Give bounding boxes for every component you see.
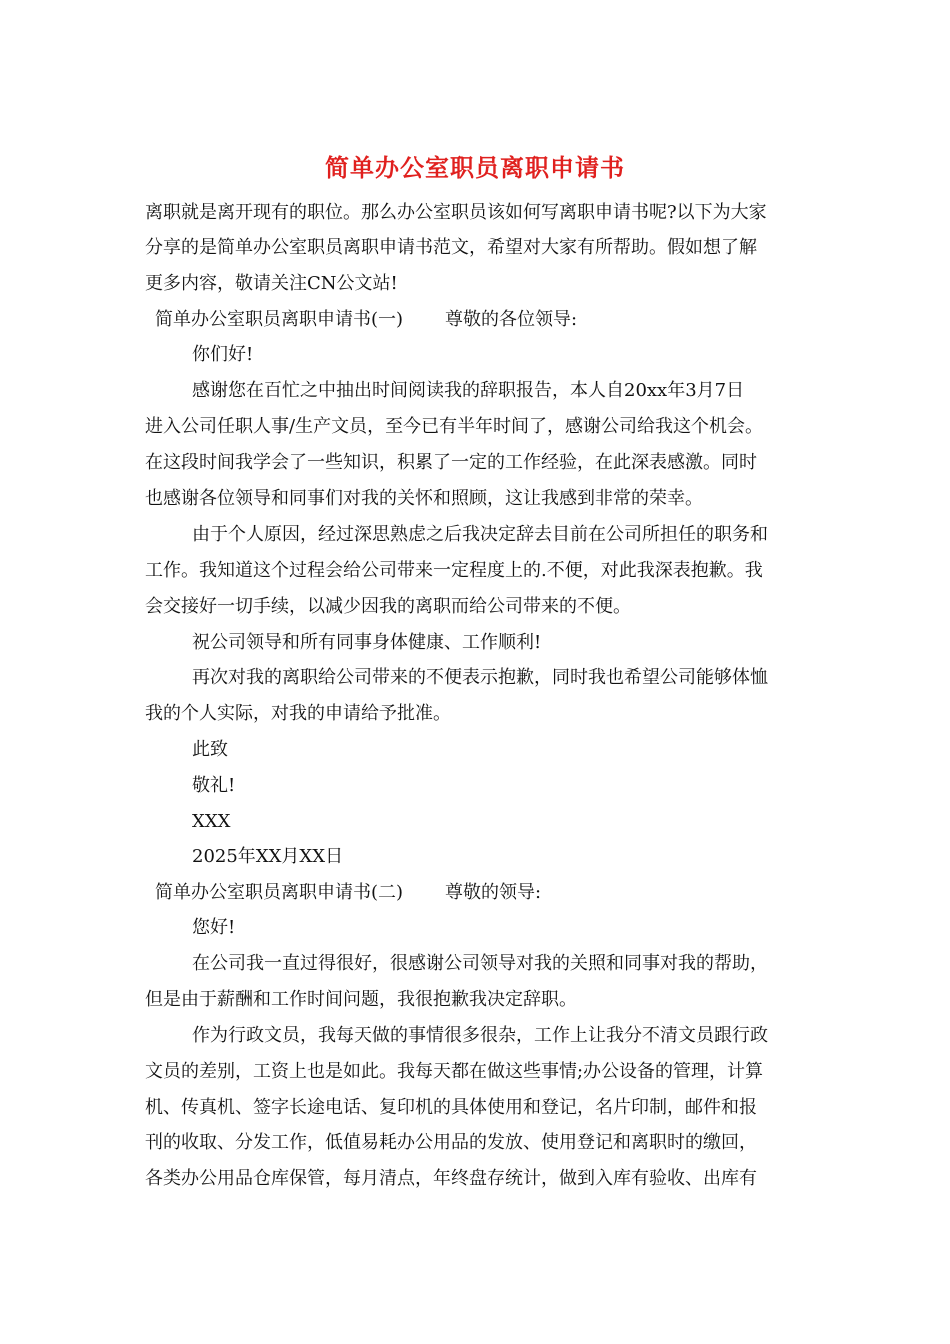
paragraph-line: 刊的收取、分发工作，低值易耗办公用品的发放、使用登记和离职时的缴回， <box>145 1132 757 1153</box>
greeting: 你们好! <box>192 344 254 365</box>
paragraph-line: 再次对我的离职给公司带来的不便表示抱歉，同时我也希望公司能够体恤 <box>192 667 768 688</box>
salutation: 尊敬的各位领导: <box>445 309 578 330</box>
paragraph-line: 进入公司任职人事/生产文员，至今已有半年时间了，感谢公司给我这个机会。 <box>145 416 764 437</box>
paragraph-line: 作为行政文员，我每天做的事情很多很杂，工作上让我分不清文员跟行政 <box>192 1025 768 1046</box>
paragraph-line: 我的个人实际，对我的申请给予批准。 <box>145 703 451 724</box>
paragraph-line: 感谢您在百忙之中抽出时间阅读我的辞职报告，本人自20xx年3月7日 <box>192 380 745 401</box>
paragraph-line: 由于个人原因，经过深思熟虑之后我决定辞去目前在公司所担任的职务和 <box>192 524 768 545</box>
paragraph-line: 更多内容，敬请关注CN公文站! <box>145 273 398 294</box>
salutation: 尊敬的领导: <box>445 882 542 903</box>
closing-line: 敬礼! <box>192 775 236 796</box>
section-heading-line <box>155 307 577 333</box>
paragraph-line: 离职就是离开现有的职位。那么办公室职员该如何写离职申请书呢?以下为大家 <box>145 202 767 223</box>
paragraph-line: 在这段时间我学会了一些知识，积累了一定的工作经验，在此深表感激。同时 <box>145 452 757 473</box>
signature-date: 2025年XX月XX日 <box>192 846 344 867</box>
paragraph-line: 文员的差别，工资上也是如此。我每天都在做这些事情;办公设备的管理，计算 <box>145 1061 764 1082</box>
paragraph-line: 工作。我知道这个过程会给公司带来一定程度上的.不便，对此我深表抱歉。我 <box>145 560 763 581</box>
section-heading-line <box>155 880 541 906</box>
closing-line: 此致 <box>192 739 228 760</box>
signature-name: XXX <box>192 811 231 832</box>
greeting: 您好! <box>192 917 236 938</box>
document-title: 简单办公室职员离职申请书 <box>325 153 625 182</box>
paragraph-line: 在公司我一直过得很好，很感谢公司领导对我的关照和同事对我的帮助， <box>192 953 768 974</box>
section-heading: 简单办公室职员离职申请书(一) <box>155 309 404 330</box>
paragraph-line: 各类办公用品仓库保管，每月清点，年终盘存统计，做到入库有验收、出库有 <box>145 1168 757 1189</box>
paragraph-line: 也感谢各位领导和同事们对我的关怀和照顾，这让我感到非常的荣幸。 <box>145 488 703 509</box>
paragraph-line: 祝公司领导和所有同事身体健康、工作顺利! <box>192 632 542 653</box>
section-heading: 简单办公室职员离职申请书(二) <box>155 882 404 903</box>
paragraph-line: 分享的是简单办公室职员离职申请书范文，希望对大家有所帮助。假如想了解 <box>145 237 757 258</box>
paragraph-line: 但是由于薪酬和工作时间问题，我很抱歉我决定辞职。 <box>145 989 577 1010</box>
paragraph-line: 会交接好一切手续，以减少因我的离职而给公司带来的不便。 <box>145 596 631 617</box>
paragraph-line: 机、传真机、签字长途电话、复印机的具体使用和登记，名片印制，邮件和报 <box>145 1097 757 1118</box>
